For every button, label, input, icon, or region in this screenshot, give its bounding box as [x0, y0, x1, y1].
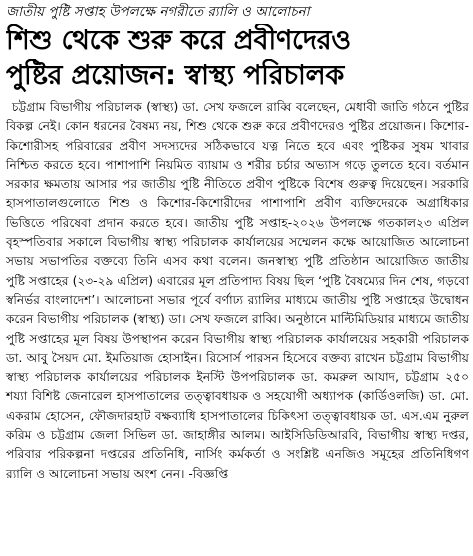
- headline-line-1: শিশু থেকে শুরু করে প্রবীণদেরও: [6, 25, 351, 56]
- article-body: চট্টগ্রাম বিভাগীয় পরিচালক (স্বাস্থ্য) ডা. সেখ ফজলে রাব্বি বলেছেন, মেধাবী জাতি গঠনে পুষ্টির বিকল্প নেই। কোন ধরনের বৈষম্য নয়, শিশু থেকে শুরু করে প্রবীণদেরও পুষ্টির প্রয়োজন। কিশোর-কিশোরীসহ পরিবারের প্রবীণ সদস্যদের সঠিকভাবে যত্ন নিতে হবে এবং পুষ্টিকর সুষম খাবার নিশ্চিত করতে হবে। পাশাপাশি নিয়মিত ব্যায়াম ও শরীর চর্চার অভ্যাস গড়ে তুলতে হবে। বর্তমান সরকার ক্ষমতায় আসার পর জাতীয় পুষ্টি নীতিতে প্রবীণ পুষ্টিকে বিশেষ গুরুত্ব দিয়েছেন। সরকারি হাসপাতালগুলোতে শিশু ও কিশোর-কিশোরীদের পাশাপাশি প্রবীণ ব্যক্তিদেরকে অগ্রাধিকার ভিত্তিতে পরিষেবা প্রদান করতে হবে। জাতীয় পুষ্টি সপ্তাহ-২০২৬ উপলক্ষে গতকাল২৩ এপ্রিল বৃহস্পতিবার সকালে বিভাগীয় স্বাস্থ্য পরিচালক কার্যালয়ের সম্মেলন কক্ষে আয়োজিত আলোচনা সভায় সভাপতির বক্তব্যে তিনি এসব কথা বলেন। জনস্বাস্থ্য পুষ্টি প্রতিষ্ঠান আয়োজিত জাতীয় পুষ্টি সপ্তাহের (২৩-২৯ এপ্রিল) এবারের মূল প্রতিপাদ্য বিষয় ছিল ‘পুষ্টি বৈষম্যের দিন শেষ, গড়বো স্বনির্ভর বাংলাদেশ’। আলোচনা সভার পূর্বে বর্ণাঢ্য র‌্যালির মাধ্যমে জাতীয় পুষ্টি সপ্তাহের উদ্বোধন করেন বিভাগীয় পরিচালক (স্বাস্থ্য) ডা। সেখ ফজলে রাব্বি। অনুষ্ঠানে মাল্টিমিডিয়ার মাধ্যমে জাতীয় পুষ্টি সপ্তাহের মূল বিষয় উপস্থাপন করেন বিভাগীয় স্বাস্থ্য পরিচালক কার্যালয়ের সহকারী পরিচালক ডা. আবু সৈয়দ মো. ইমতিয়াজ হোসাইন। রিসোর্স পারসন হিসেবে বক্তব্য রাখেন চট্টগ্রাম বিভাগীয় স্বাস্থ্য পরিচালক কার্যালয়ের পরিচালক ইনস্টি উপপরিচালক ডা. কমরুল আযাদ, চট্টগ্রাম ২৫০ শয্যা বিশিষ্ট জেনারেল হাসপাতালের তত্ত্বাবধায়ক ও সহযোগী অধ্যাপক (কার্ডিওলজি) ডা. মো. একরাম হোসেন, ফৌজদারহাট বক্ষব্যাধি হাসপাতালের চিকিৎসা তত্ত্বাবধায়ক ডা. এস.এম নুরুল করিম ও চট্টগ্রাম জেলা সিভিল ডা. জাহাঙ্গীর আলম। আইসিডিডিআরবি, বিভাগীয় স্বাস্থ্য দপ্তর, পরিবার পরিকল্পনা দপ্তরের প্রতিনিধি, নার্সিং কর্মকর্তা ও সংশ্লিষ্ট এনজিও সমূহের প্রতিনিধিগণ র‌্যালি ও আলোচনা সভায় অংশ নেন। -বিজ্ঞপ্তি: [6, 100, 469, 481]
- article-kicker: জাতীয় পুষ্টি সপ্তাহ উপলক্ষে নগরীতে র‌্যালি ও আলোচনা: [6, 4, 310, 20]
- headline-line-2: পুষ্টির প্রয়োজন: স্বাস্থ্য পরিচালক: [6, 60, 344, 91]
